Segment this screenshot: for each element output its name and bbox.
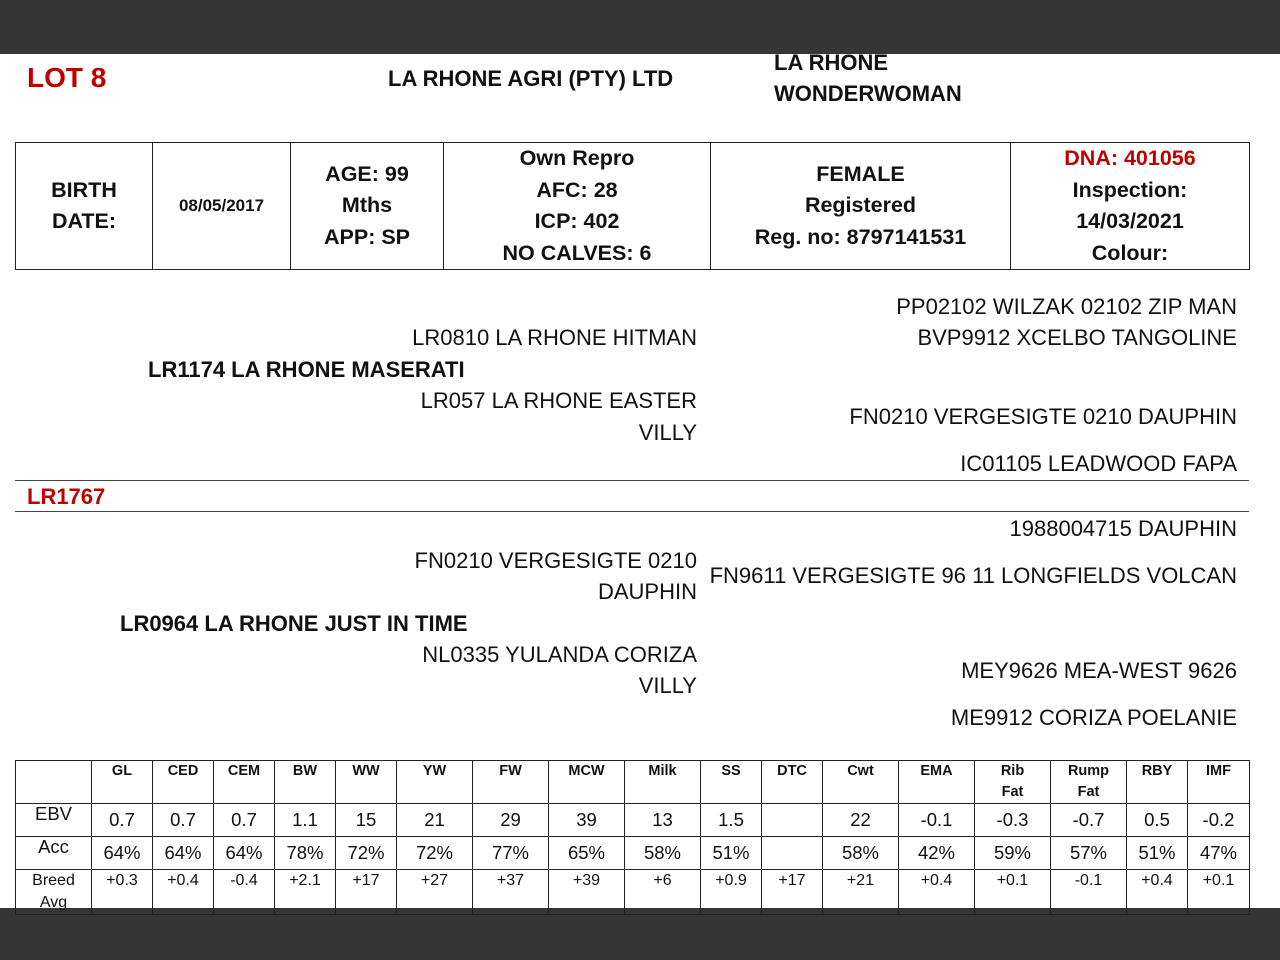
ebv-value-cell: +17 — [762, 870, 823, 915]
breeder-name: LA RHONE AGRI (PTY) LTD — [388, 66, 674, 91]
ebv-value-cell: 13 — [625, 804, 701, 837]
ebv-value-cell: 0.7 — [153, 804, 214, 837]
divider-top — [15, 480, 1249, 481]
ebv-header-cell: BW — [275, 761, 336, 804]
sire-sire: LR0810 LA RHONE HITMAN — [412, 325, 697, 350]
ebv-value-cell: 0.7 — [214, 804, 275, 837]
ebv-header-cell: DTC — [762, 761, 823, 804]
animal-name-line1: LA RHONE — [774, 50, 889, 75]
lot-number: LOT 8 — [27, 62, 107, 93]
ebv-value-cell: 1.1 — [275, 804, 336, 837]
bottom-bar — [0, 908, 1280, 960]
top-bar — [0, 0, 1280, 54]
ebv-header-cell: FW — [473, 761, 549, 804]
ebv-value-cell: +0.3 — [92, 870, 153, 915]
ebv-value-cell: 72% — [336, 837, 397, 870]
birth-date: 08/05/2017 — [153, 143, 291, 270]
sire: LR1174 LA RHONE MASERATI — [148, 357, 465, 382]
ebv-value-cell: 0.5 — [1127, 804, 1188, 837]
ebv-value-cell: 59% — [975, 837, 1051, 870]
ebv-header-cell: Cwt — [823, 761, 899, 804]
ebv-value-cell: -0.1 — [1051, 870, 1127, 915]
dam: LR0964 LA RHONE JUST IN TIME — [120, 611, 468, 636]
age-cell: AGE: 99 Mths APP: SP — [291, 143, 444, 270]
ebv-value-cell: +0.4 — [899, 870, 975, 915]
ebv-value-cell: 47% — [1188, 837, 1250, 870]
ebv-value-cell: -0.3 — [975, 804, 1051, 837]
ebv-value-cell: 15 — [336, 804, 397, 837]
ebv-value-cell: 64% — [214, 837, 275, 870]
ebv-table — [15, 760, 1250, 915]
dam-sire-dam: FN9611 VERGESIGTE 96 11 LONGFIELDS VOLCAN — [709, 563, 1237, 588]
ebv-row-label: Acc — [16, 837, 92, 870]
ebv-header-row — [16, 761, 1250, 804]
ebv-value-cell: 58% — [823, 837, 899, 870]
ebv-value-cell: 51% — [1127, 837, 1188, 870]
sire-dam-line2: VILLY — [638, 420, 697, 445]
ebv-value-cell: +27 — [397, 870, 473, 915]
ebv-header-cell: GL — [92, 761, 153, 804]
ebv-header-cell: Rump Fat — [1051, 761, 1127, 804]
ebv-value-cell: -0.2 — [1188, 804, 1250, 837]
dam-dam-dam: ME9912 CORIZA POELANIE — [950, 705, 1237, 730]
birth-date-label: BIRTH DATE: — [16, 143, 153, 270]
ebv-value-cell: 78% — [275, 837, 336, 870]
ebv-header-cell: CED — [153, 761, 214, 804]
ebv-header-cell: EMA — [899, 761, 975, 804]
ebv-value-cell: 57% — [1051, 837, 1127, 870]
ebv-value-cell: 58% — [625, 837, 701, 870]
ebv-row-label: EBV — [16, 804, 92, 837]
ebv-value-cell — [762, 804, 823, 837]
ebv-value-cell: +39 — [549, 870, 625, 915]
dam-dam-line1: NL0335 YULANDA CORIZA — [422, 642, 697, 667]
ebv-header-cell: WW — [336, 761, 397, 804]
ebv-header-cell: Rib Fat — [975, 761, 1051, 804]
registration-cell: FEMALE Registered Reg. no: 8797141531 — [711, 143, 1011, 270]
ebv-value-cell: +0.4 — [153, 870, 214, 915]
ebv-value-cell: +0.4 — [1127, 870, 1188, 915]
sire-dam-line1: LR057 LA RHONE EASTER — [420, 388, 697, 413]
ebv-row-breed-avg — [16, 870, 1250, 915]
ebv-value-cell: 0.7 — [92, 804, 153, 837]
ebv-header-cell: YW — [397, 761, 473, 804]
ebv-value-cell: 22 — [823, 804, 899, 837]
ebv-header-cell: SS — [701, 761, 762, 804]
ebv-value-cell: -0.4 — [214, 870, 275, 915]
ebv-value-cell: 42% — [899, 837, 975, 870]
ebv-value-cell: +6 — [625, 870, 701, 915]
dna-cell: DNA: 401056 Inspection: 14/03/2021 Colour: — [1011, 143, 1250, 270]
ebv-value-cell: +17 — [336, 870, 397, 915]
animal-id: LR1767 — [27, 484, 106, 509]
divider-bottom — [15, 511, 1249, 512]
sire-dam-sire: FN0210 VERGESIGTE 0210 DAUPHIN — [849, 404, 1237, 429]
ebv-value-cell: 64% — [153, 837, 214, 870]
ebv-row-label: Breed Avg — [16, 870, 92, 915]
animal-info-table — [15, 142, 1250, 270]
ebv-header-cell: MCW — [549, 761, 625, 804]
dam-dam-line2: VILLY — [638, 673, 697, 698]
ebv-value-cell: 39 — [549, 804, 625, 837]
ebv-header-cell: Milk — [625, 761, 701, 804]
ebv-value-cell: 21 — [397, 804, 473, 837]
ebv-value-cell: 51% — [701, 837, 762, 870]
ebv-value-cell: -0.7 — [1051, 804, 1127, 837]
ebv-value-cell — [762, 837, 823, 870]
ebv-value-cell: 64% — [92, 837, 153, 870]
ebv-value-cell: +0.1 — [975, 870, 1051, 915]
ebv-value-cell: 65% — [549, 837, 625, 870]
animal-name-line2: WONDERWOMAN — [774, 81, 962, 106]
ebv-header-cell: IMF — [1188, 761, 1250, 804]
ebv-row-ebv — [16, 804, 1250, 837]
ebv-value-cell: 77% — [473, 837, 549, 870]
dam-sire-line2: DAUPHIN — [597, 579, 697, 604]
ebv-value-cell: 29 — [473, 804, 549, 837]
sire-dam-dam: IC01105 LEADWOOD FAPA — [960, 451, 1237, 476]
sire-sire-dam: BVP9912 XCELBO TANGOLINE — [917, 325, 1237, 350]
ebv-value-cell: +37 — [473, 870, 549, 915]
ebv-value-cell: +0.1 — [1188, 870, 1250, 915]
dna-number: DNA: 401056 — [1064, 146, 1196, 170]
dam-sire-line1: FN0210 VERGESIGTE 0210 — [414, 548, 697, 573]
ebv-row-acc — [16, 837, 1250, 870]
ebv-header-cell: CEM — [214, 761, 275, 804]
ebv-value-cell: 72% — [397, 837, 473, 870]
sire-sire-sire: PP02102 WILZAK 02102 ZIP MAN — [896, 294, 1237, 319]
dam-sire-sire: 1988004715 DAUPHIN — [1009, 516, 1237, 541]
ebv-value-cell: -0.1 — [899, 804, 975, 837]
ebv-corner-cell — [16, 761, 92, 804]
ebv-value-cell: +2.1 — [275, 870, 336, 915]
ebv-value-cell: +21 — [823, 870, 899, 915]
ebv-header-cell: RBY — [1127, 761, 1188, 804]
dam-dam-sire: MEY9626 MEA-WEST 9626 — [961, 658, 1237, 683]
ebv-value-cell: +0.9 — [701, 870, 762, 915]
ebv-value-cell: 1.5 — [701, 804, 762, 837]
repro-cell: Own Repro AFC: 28 ICP: 402 NO CALVES: 6 — [444, 143, 711, 270]
